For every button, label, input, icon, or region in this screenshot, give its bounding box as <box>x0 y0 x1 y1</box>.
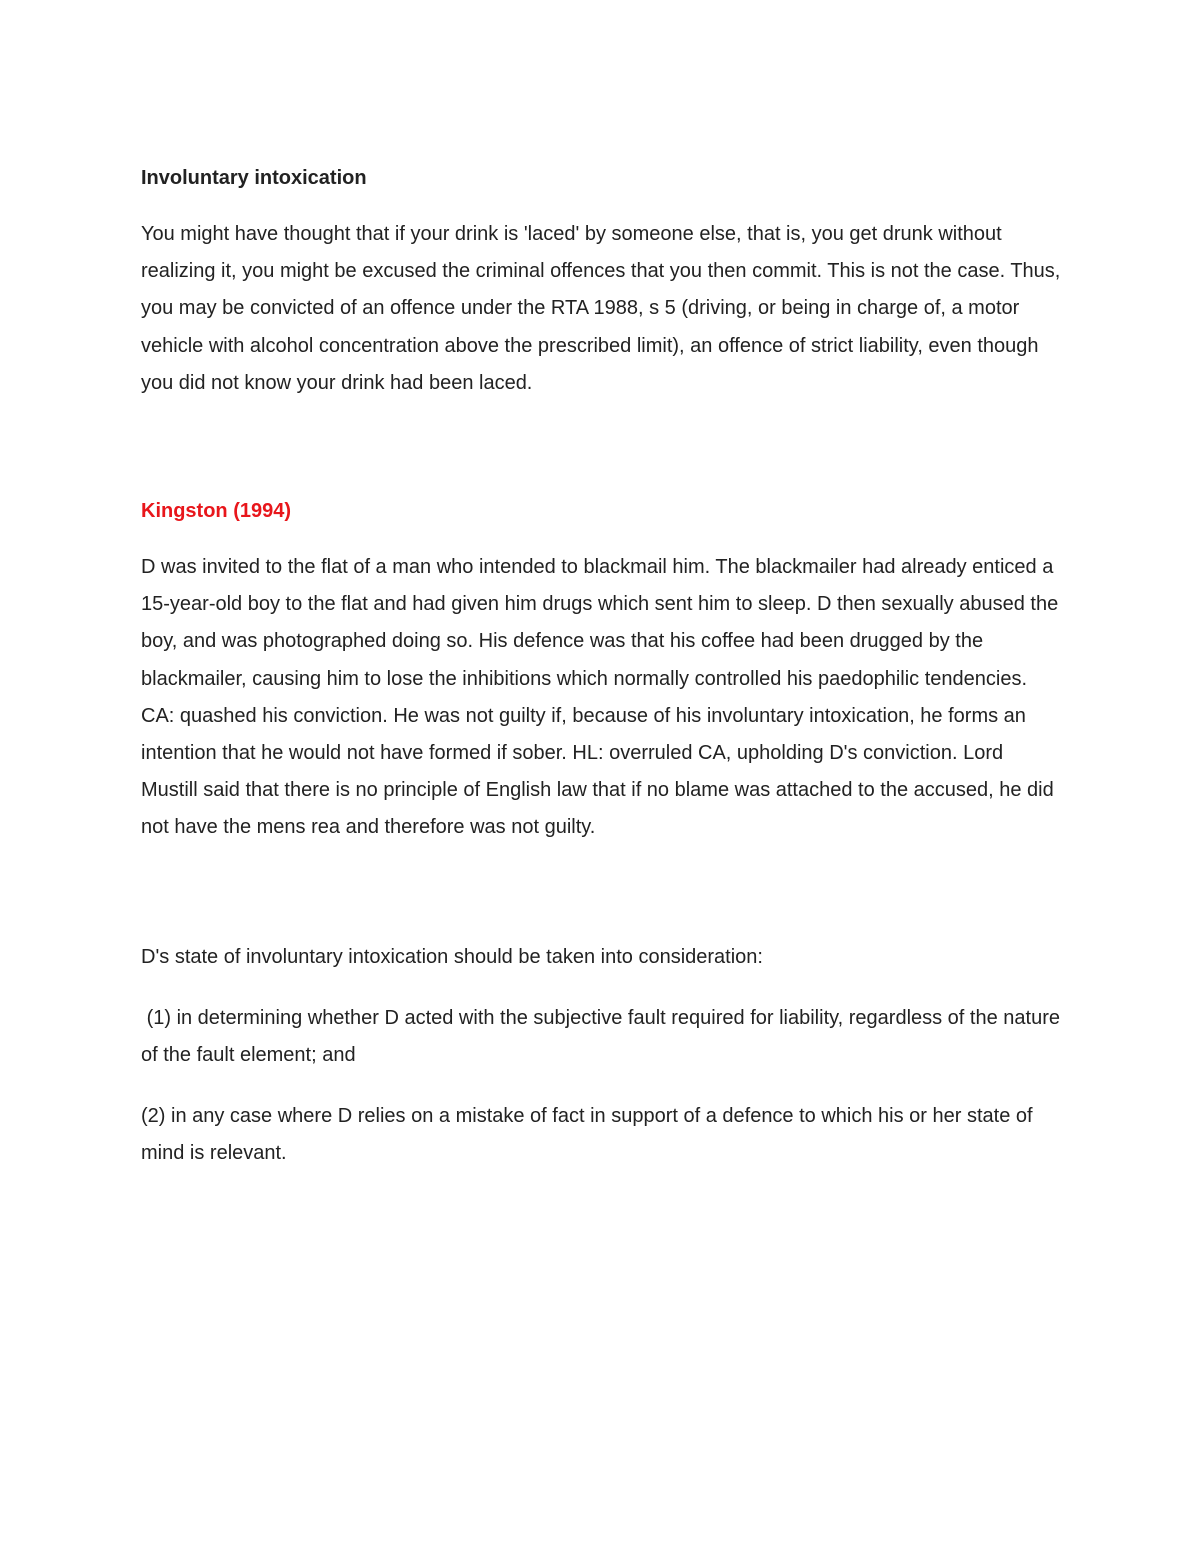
case-heading-kingston: Kingston (1994) <box>141 500 292 523</box>
section-heading-involuntary-intoxication: Involuntary intoxication <box>141 167 367 189</box>
document-body <box>141 164 1066 1173</box>
paragraph-kingston-case: D was invited to the flat of a man who intended to blackmail him. The blackmailer had already enticed a 15-year-old boy to the flat and had given him drugs which sent him to sleep. D then sexually abused the boy, and was photographed doing so. His defence was that his coffee had been drugged by the blackmailer, causing him to lose the inhibitions which normally controlled his paedophilic tendencies. CA: quashed his conviction. He was not guilty if, because of his involuntary intoxication, he forms an intention that he would not have formed if sober. HL: overruled CA, upholding D's conviction. Lord Mustill said that there is no principle of English law that if no blame was attached to the accused, he did not have the mens rea and therefore was not guilty. <box>141 556 1059 839</box>
list-item-consideration-1: (1) in determining whether D acted with the subjective fault required for liability, regardless of the nature of the fault element; and <box>141 1006 1066 1067</box>
list-item-consideration-2: (2) in any case where D relies on a mistake of fact in support of a defence to which his or her state of mind is relevant. <box>141 1105 1033 1165</box>
paragraph-involuntary-intoxication: You might have thought that if your drink is 'laced' by someone else, that is, you get drunk without realizing it, you might be excused the criminal offences that you then commit. This is not the case. Thus, you may be convicted of an offence under the RTA 1988, s 5 (driving, or being in charge of, a motor vehicle with alcohol concentration above the prescribed limit), an offence of strict liability, even though you did not know your drink had been laced. <box>141 223 1061 394</box>
paragraph-consideration-intro: D's state of involuntary intoxication should be taken into consideration: <box>141 945 763 968</box>
